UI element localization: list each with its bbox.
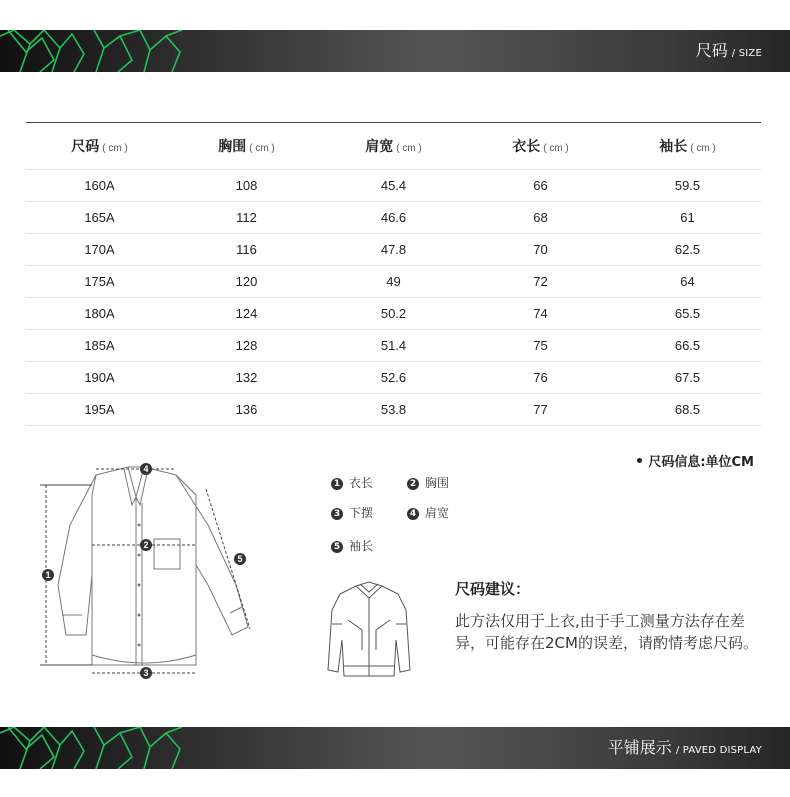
legend-item-hem [331,504,373,521]
size-info: 尺码信息:单位CM [637,451,754,470]
table-cell: 50.2 [320,298,467,330]
column-unit: ( cm ) [690,143,716,154]
legend-label: 肩宽 [425,506,450,520]
column-unit: ( cm ) [396,143,422,154]
table-cell: 51.4 [320,330,467,362]
column-header [320,123,467,170]
table-cell: 77 [467,394,614,426]
svg-text:1: 1 [45,570,51,580]
table-cell: 65.5 [614,298,761,330]
table-cell: 112 [173,202,320,234]
table-cell: 61 [614,202,761,234]
table-cell: 59.5 [614,170,761,202]
table-cell: 108 [173,170,320,202]
table-cell: 72 [467,266,614,298]
column-unit: ( cm ) [543,143,569,154]
table-row [26,330,761,362]
svg-text:3: 3 [143,668,149,678]
table-cell: 175A [26,266,173,298]
table-cell: 185A [26,330,173,362]
legend-label: 胸围 [425,476,450,490]
legend-item-chest [407,474,449,491]
table-row [26,298,761,330]
table-row [26,394,761,426]
table-cell: 53.8 [320,394,467,426]
column-label: 袖长 [659,138,688,154]
bottom-banner-title-text: 平铺展示 [607,738,672,757]
column-header [26,123,173,170]
legend-number-badge: 3 [331,508,343,520]
table-cell: 195A [26,394,173,426]
table-cell: 52.6 [320,362,467,394]
top-banner-title [696,30,762,72]
table-row [26,170,761,202]
column-label: 衣长 [512,138,541,154]
legend-number-badge: 4 [407,508,419,520]
bottom-banner-title [608,727,762,769]
table-cell: 120 [173,266,320,298]
table-cell: 66.5 [614,330,761,362]
legend-item-length [331,474,373,491]
geometric-green-pattern-icon [0,727,190,769]
table-cell: 128 [173,330,320,362]
column-header [614,123,761,170]
table-cell: 180A [26,298,173,330]
svg-text:5: 5 [237,554,243,564]
table-cell: 46.6 [320,202,467,234]
column-header [173,123,320,170]
table-cell: 47.8 [320,234,467,266]
table-cell: 124 [173,298,320,330]
table-row [26,362,761,394]
legend-number-badge: 2 [407,478,419,490]
table-row [26,266,761,298]
table-cell: 64 [614,266,761,298]
legend-item-sleeve [331,537,373,554]
table-cell: 75 [467,330,614,362]
column-header [467,123,614,170]
bottom-banner-subtitle: / PAVED DISPLAY [675,745,762,756]
advice-title: 尺码建议： [455,580,531,598]
legend-number-badge: 1 [331,478,343,490]
table-cell: 62.5 [614,234,761,266]
table-cell: 70 [467,234,614,266]
table-cell: 160A [26,170,173,202]
table-cell: 45.4 [320,170,467,202]
table-cell: 67.5 [614,362,761,394]
column-unit: ( cm ) [102,143,128,154]
table-cell: 49 [320,266,467,298]
legend-item-shoulder [407,504,449,521]
table-cell: 136 [173,394,320,426]
shirt-measurement-diagram-icon [36,455,266,685]
bottom-banner [0,727,790,769]
top-banner-subtitle: / SIZE [731,48,762,59]
svg-text:2: 2 [143,540,149,550]
table-cell: 132 [173,362,320,394]
table-cell: 74 [467,298,614,330]
column-unit: ( cm ) [249,143,275,154]
geometric-green-pattern-icon [0,30,190,72]
column-label: 肩宽 [365,138,394,154]
table-cell: 66 [467,170,614,202]
jacket-outline-icon [326,580,412,680]
top-banner [0,30,790,72]
size-table [26,122,761,426]
table-header-row [26,123,761,170]
legend-label: 衣长 [349,476,374,490]
column-label: 胸围 [218,138,247,154]
legend-number-badge: 5 [331,541,343,553]
table-cell: 170A [26,234,173,266]
table-row [26,234,761,266]
table-cell: 76 [467,362,614,394]
table-cell: 68 [467,202,614,234]
top-banner-title-text: 尺码 [695,41,728,60]
column-label: 尺码 [71,138,100,154]
table-cell: 190A [26,362,173,394]
table-cell: 165A [26,202,173,234]
table-row [26,202,761,234]
legend-label: 下摆 [349,506,374,520]
legend-label: 袖长 [349,539,374,553]
table-cell: 116 [173,234,320,266]
table-cell: 68.5 [614,394,761,426]
advice-text: 此方法仅用于上衣,由于手工测量方法存在差异，可能存在2CM的误差，请酌情考虑尺码。 [455,612,758,652]
svg-text:4: 4 [143,464,149,474]
